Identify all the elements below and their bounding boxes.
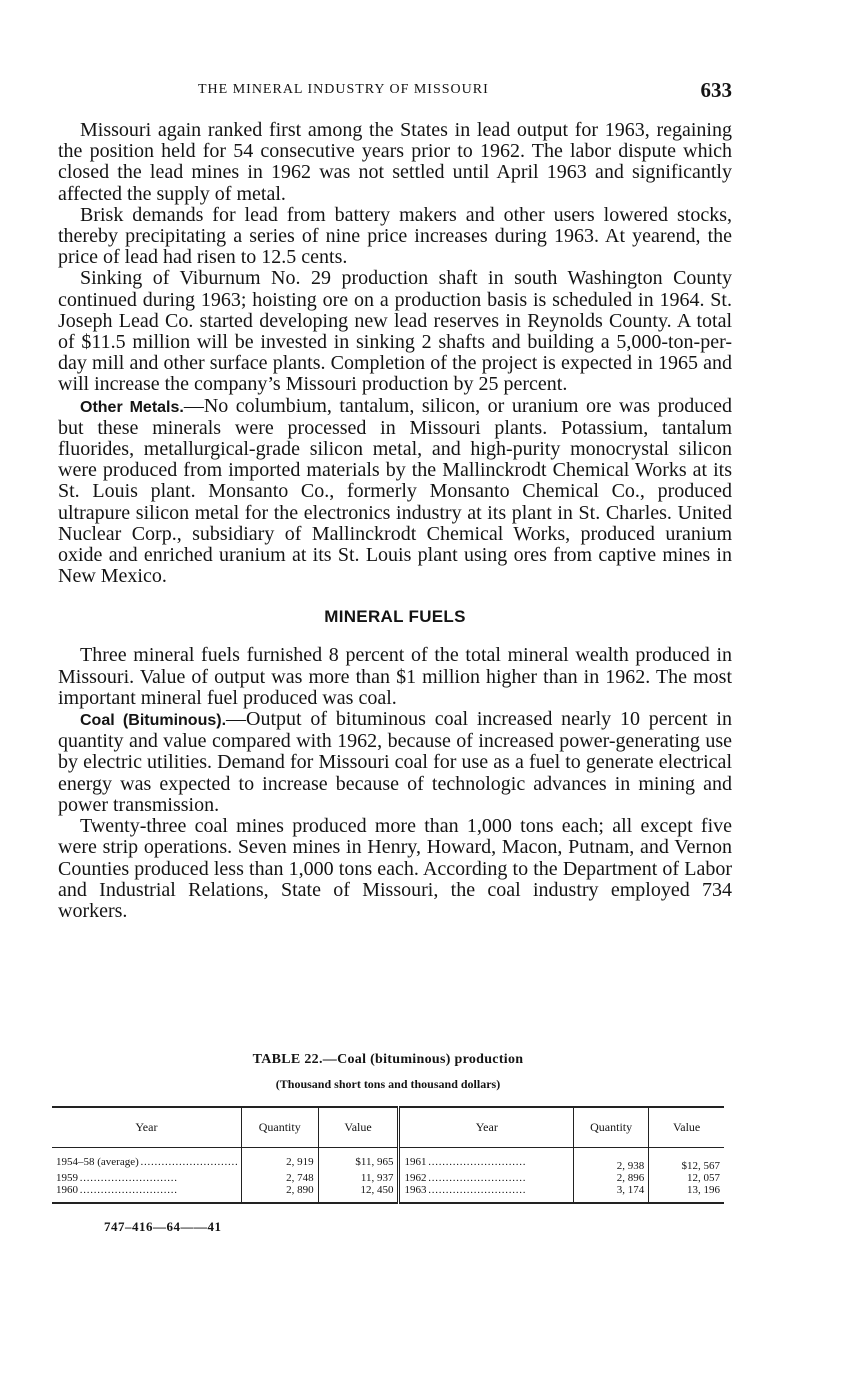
table-subtitle: (Thousand short tons and thousand dollars) bbox=[275, 1077, 501, 1091]
coal-production-table-block bbox=[52, 1052, 724, 1204]
value-cell: $12, 567 bbox=[681, 1160, 720, 1172]
coal-text: —Output of bituminous coal increased nearly 10 percent in quantity and value compared with 1962, because of increased power-generating use by electric utilities. Demand for Missouri coal for use as a fuel to generate electrical energy was expected to increase because of technologic advances in mining and power transmission. bbox=[58, 708, 732, 816]
running-title: THE MINERAL INDUSTRY OF MISSOURI bbox=[198, 82, 489, 97]
table-row bbox=[52, 1184, 724, 1203]
quantity-cell: 2, 919 bbox=[241, 1148, 318, 1173]
footer-print-code: 747–416—64——41 bbox=[104, 1219, 222, 1234]
year-cell: 1954–58 (average) . . . bbox=[52, 1148, 241, 1173]
value-cell: $11, 965 bbox=[318, 1148, 399, 1173]
coal-production-table bbox=[52, 1106, 724, 1204]
header-year-left: Year bbox=[52, 1107, 241, 1148]
quantity-cell: 2, 938 bbox=[574, 1148, 649, 1173]
paragraph-coal bbox=[58, 709, 732, 816]
run-in-heading-other-metals: Other Metals. bbox=[80, 398, 184, 416]
header-value-left: Value bbox=[318, 1107, 399, 1148]
other-metals-text: —No columbium, tantalum, silicon, or uranium ore was produced but these minerals were processed in Missouri plants. Potassium, tantalum fluorides, metallurgical-grade silicon metal, and high-purity monocrystal silicon were produced from imported materials by the Mallinckrodt Chemical Works at its St. Louis plant. Monsanto Co., formerly Monsanto Chemical Co., produced ultrapure silicon metal for the electronics industry at its plant in St. Charles. United Nuclear Corp., subsidiary of Mallinckrodt Chemical Works, produced uranium oxide and enriched uranium at its St. Louis plant using ores from captive mines in New Mexico. bbox=[58, 394, 732, 588]
year-cell: 1959 . . . bbox=[52, 1172, 241, 1184]
paragraph-viburnum-shaft: Sinking of Viburnum No. 29 production shaft in south Washington County continued during 1963; hoisting ore on a production basis is scheduled in 1964. St. Joseph Lead Co. started developing new lead reserves in Reynolds County. A total of $11.5 million will be invested in sinking 2 shafts and building a 5,000-ton-per-day mill and other surface plants. Completion of the project is expected in 1965 and will increase the company’s Missouri production by 25 percent. bbox=[58, 267, 732, 396]
table-row bbox=[52, 1148, 724, 1173]
year-cell: 1963 . . . bbox=[399, 1184, 574, 1203]
running-head bbox=[58, 78, 732, 104]
year-cell: 1962 . . . bbox=[399, 1172, 574, 1184]
quantity-cell: 2, 890 bbox=[241, 1184, 318, 1203]
header-value-right: Value bbox=[649, 1107, 724, 1148]
table-header-row bbox=[52, 1107, 724, 1148]
table-row bbox=[52, 1172, 724, 1184]
run-in-heading-coal: Coal (Bituminous). bbox=[80, 712, 227, 730]
page-number: 633 bbox=[700, 78, 732, 102]
quantity-cell: 2, 896 bbox=[574, 1172, 649, 1184]
value-cell: 12, 450 bbox=[318, 1184, 399, 1203]
paragraph-lead-demand: Brisk demands for lead from battery makers and other users lowered stocks, thereby precipitating a series of nine price increases during 1963. At yearend, the price of lead had risen to 12.5 cents. bbox=[58, 203, 732, 269]
quantity-cell: 2, 748 bbox=[241, 1172, 318, 1184]
year-cell: 1961 . . . bbox=[399, 1148, 574, 1173]
year-cell: 1960 . . . bbox=[52, 1184, 241, 1203]
value-cell: 12, 057 bbox=[687, 1172, 720, 1184]
paragraph-lead-ranking: Missouri again ranked first among the States in lead output for 1963, regaining the position held for 54 consecutive years prior to 1962. The labor dispute which closed the lead mines in 1962 was not settled until April 1963 and significantly affected the supply of metal. bbox=[58, 119, 732, 205]
value-cell: 13, 196 bbox=[649, 1184, 724, 1203]
quantity-cell: 3, 174 bbox=[574, 1184, 649, 1203]
paragraph-mineral-fuels: Three mineral fuels furnished 8 percent of the total mineral wealth produced in Missouri. Value of output was more than $1 million higher than in 1962. The most important mineral fuel produced was coal. bbox=[58, 644, 732, 709]
paragraph-other-metals bbox=[58, 396, 732, 588]
value-cell: 11, 937 bbox=[318, 1172, 399, 1184]
table-title: TABLE 22.—Coal (bituminous) production bbox=[252, 1052, 524, 1067]
header-quantity-right: Quantity bbox=[574, 1107, 649, 1148]
header-year-right: Year bbox=[399, 1107, 574, 1148]
section-heading-mineral-fuels: MINERAL FUELS bbox=[324, 607, 466, 627]
header-quantity-left: Quantity bbox=[241, 1107, 318, 1148]
body-text bbox=[58, 120, 732, 922]
paragraph-coal-mines: Twenty-three coal mines produced more than 1,000 tons each; all except five were strip operations. Seven mines in Henry, Howard, Macon, Putnam, and Vernon Counties produced less than 1,000 tons each. According to the Department of Labor and Industrial Relations, State of Missouri, the coal industry employed 734 workers. bbox=[58, 815, 732, 922]
